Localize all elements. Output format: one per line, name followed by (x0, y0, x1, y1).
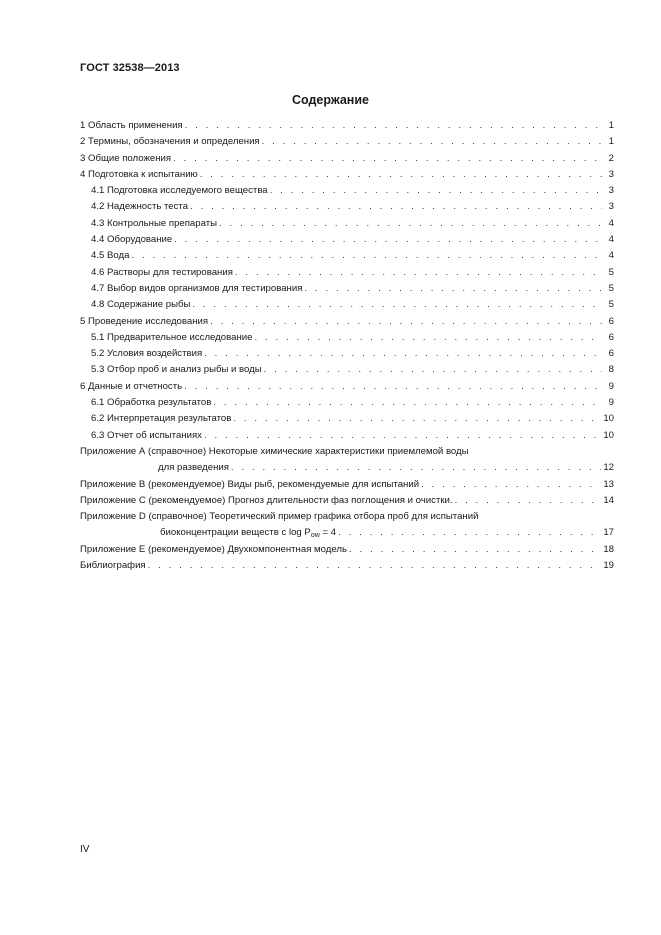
toc-entry[interactable] (80, 314, 614, 330)
toc-entry[interactable] (80, 151, 614, 167)
leader-dots (233, 411, 601, 427)
toc-entry-page: 14 (603, 494, 614, 506)
toc-entry[interactable] (80, 411, 614, 427)
toc-entry-label: для разведения (158, 462, 229, 474)
toc-entry-label: Приложение Е (рекомендуемое) Двухкомпонентная модель (80, 543, 347, 555)
toc-entry[interactable] (80, 542, 614, 558)
leader-dots (455, 493, 602, 509)
leader-dots (235, 265, 602, 281)
toc-entry-label: Приложение В (рекомендуемое) Виды рыб, рекомендуемые для испытаний (80, 478, 420, 490)
toc-entry-appendix-a-line2[interactable] (80, 460, 614, 476)
toc-entry-page: 5 (608, 266, 614, 278)
table-of-contents (80, 118, 614, 574)
toc-entry-page: 9 (608, 397, 614, 409)
toc-entry-page: 3 (608, 201, 614, 213)
toc-entry-label: 4.8 Содержание рыбы (91, 299, 191, 311)
toc-entry[interactable] (80, 297, 614, 313)
toc-entry-label: 4.7 Выбор видов организмов для тестирования (91, 282, 303, 294)
toc-entry-page: 9 (608, 380, 614, 392)
toc-entry[interactable] (80, 558, 614, 574)
toc-entry[interactable] (80, 281, 614, 297)
toc-entry-label: Приложение А (справочное) Некоторые химические характеристики приемлемой воды (80, 445, 469, 457)
leader-dots (190, 199, 602, 215)
leader-dots (173, 151, 602, 167)
standard-code: ГОСТ 32538—2013 (80, 62, 180, 74)
leader-dots (174, 232, 602, 248)
toc-entry-label: Приложение D (справочное) Теоретический пример графика отбора проб для испытаний (80, 511, 479, 523)
toc-entry[interactable] (80, 395, 614, 411)
toc-entry-page: 10 (603, 429, 614, 441)
toc-entry-label-part: биоконцентрации веществ с log P (160, 527, 311, 539)
toc-entry-page: 19 (603, 560, 614, 572)
toc-entry-page: 18 (603, 543, 614, 555)
leader-dots (210, 314, 602, 330)
leader-dots (304, 281, 602, 297)
toc-entry-page: 3 (608, 185, 614, 197)
toc-entry-page: 8 (608, 364, 614, 376)
toc-entry-label-part: = 4 (319, 527, 337, 539)
leader-dots (254, 330, 602, 346)
toc-entry-label: 2 Термины, обозначения и определения (80, 136, 260, 148)
leader-dots (184, 379, 602, 395)
toc-entry[interactable] (80, 167, 614, 183)
toc-entry-page: 1 (608, 136, 614, 148)
leader-dots (148, 558, 602, 574)
toc-entry-label: Приложение С (рекомендуемое) Прогноз длительности фаз поглощения и очистки. (80, 494, 453, 506)
toc-entry-page: 4 (608, 234, 614, 246)
toc-entry-page: 5 (608, 282, 614, 294)
toc-entry[interactable] (80, 199, 614, 215)
toc-entry-page: 12 (603, 462, 614, 474)
toc-entry[interactable] (80, 477, 614, 493)
toc-entry[interactable] (80, 346, 614, 362)
toc-entry[interactable] (80, 216, 614, 232)
leader-dots (264, 362, 602, 378)
toc-entry-label: 4.5 Вода (91, 250, 130, 262)
toc-entry-label: 5.2 Условия воздействия (91, 348, 203, 360)
toc-entry[interactable] (80, 232, 614, 248)
toc-entry[interactable] (80, 493, 614, 509)
toc-entry-label: 6.3 Отчет об испытаниях (91, 429, 202, 441)
toc-entry[interactable] (80, 379, 614, 395)
subscript-ow: ow (310, 532, 320, 540)
leader-dots (200, 167, 602, 183)
leader-dots (262, 134, 602, 150)
toc-entry-label: 5.3 Отбор проб и анализ рыбы и воды (91, 364, 262, 376)
toc-entry[interactable] (80, 118, 614, 134)
toc-entry[interactable] (80, 265, 614, 281)
toc-entry-page: 6 (608, 315, 614, 327)
toc-entry[interactable] (80, 362, 614, 378)
leader-dots (204, 428, 601, 444)
toc-entry-label: Библиография (80, 560, 146, 572)
toc-entry-label: 4.4 Оборудование (91, 234, 173, 246)
toc-entry-label: 5 Проведение исследования (80, 315, 209, 327)
toc-entry-page: 4 (608, 250, 614, 262)
leader-dots (213, 395, 602, 411)
leader-dots (421, 477, 601, 493)
leader-dots (349, 542, 601, 558)
toc-entry-page: 6 (608, 331, 614, 343)
leader-dots (192, 297, 602, 313)
leader-dots (131, 248, 602, 264)
toc-entry-label: 6 Данные и отчетность (80, 380, 183, 392)
toc-entry-label: 4 Подготовка к испытанию (80, 168, 198, 180)
toc-entry-page: 3 (608, 168, 614, 180)
leader-dots (219, 216, 602, 232)
toc-entry[interactable] (80, 248, 614, 264)
toc-entry-label: 6.2 Интерпретация результатов (91, 413, 232, 425)
toc-entry[interactable] (80, 134, 614, 150)
toc-entry-page: 2 (608, 152, 614, 164)
toc-entry[interactable] (80, 428, 614, 444)
toc-entry-page: 10 (603, 413, 614, 425)
toc-entry-appendix-d-line2[interactable] (80, 525, 614, 541)
toc-entry-page: 1 (608, 120, 614, 131)
toc-entry-label: 1 Область применения (80, 120, 183, 131)
toc-entry[interactable] (80, 330, 614, 346)
toc-entry-page: 13 (603, 478, 614, 490)
leader-dots (270, 183, 602, 199)
toc-entry-page: 6 (608, 348, 614, 360)
toc-title: Содержание (291, 93, 369, 107)
leader-dots (231, 460, 601, 476)
leader-dots (338, 525, 601, 541)
page-number: IV (80, 844, 90, 855)
toc-entry-label: 3 Общие положения (80, 152, 172, 164)
toc-entry-label: 5.1 Предварительное исследование (91, 331, 253, 343)
toc-entry-label: 4.6 Растворы для тестирования (91, 266, 233, 278)
toc-entry-page: 17 (603, 527, 614, 539)
toc-entry-page: 5 (608, 299, 614, 311)
toc-entry-label: 4.1 Подготовка исследуемого вещества (91, 185, 268, 197)
toc-entry-page: 4 (608, 217, 614, 229)
toc-entry-label: 4.2 Надежность теста (91, 201, 189, 213)
toc-entry[interactable] (80, 183, 614, 199)
toc-entry-label: 6.1 Обработка результатов (91, 397, 212, 409)
toc-entry-appendix-d-line1[interactable] (80, 509, 614, 525)
leader-dots (185, 118, 602, 134)
toc-entry-appendix-a-line1[interactable] (80, 444, 614, 460)
leader-dots (204, 346, 602, 362)
toc-entry-label: 4.3 Контрольные препараты (91, 217, 218, 229)
